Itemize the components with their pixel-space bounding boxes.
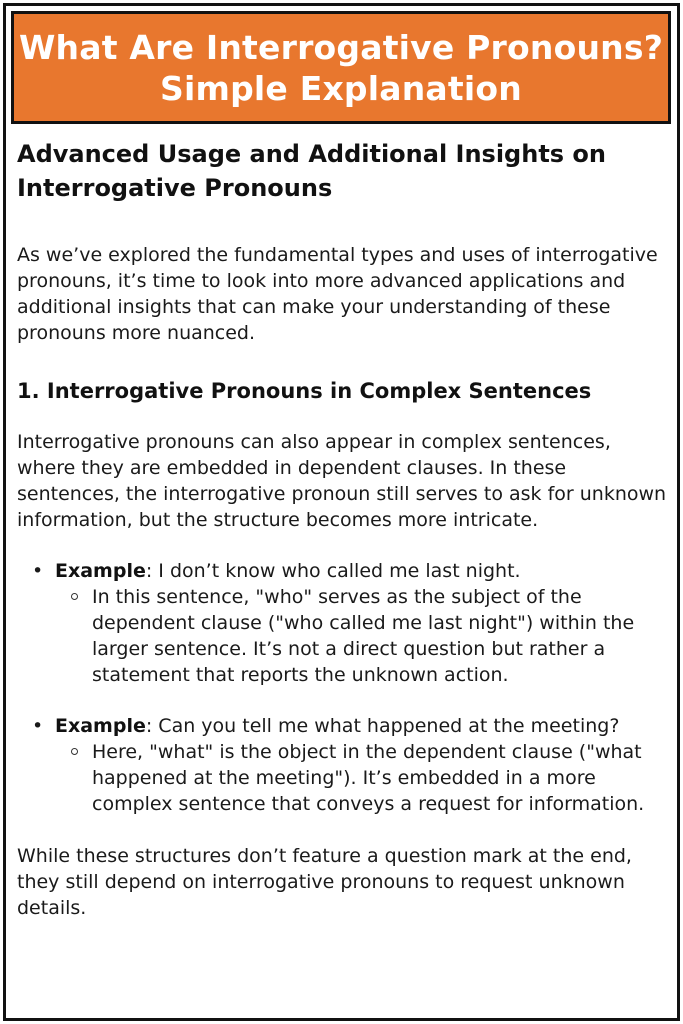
- title-banner: [11, 11, 671, 124]
- banner-title: What Are Interrogative Pronouns? Simple Explanation: [18, 27, 664, 108]
- closing-paragraph: While these structures don’t feature a question mark at the end, they still depend on interrogative pronouns to request unknown details.: [17, 845, 632, 919]
- example-explanation-list: [55, 584, 669, 688]
- page-frame: [3, 3, 680, 1021]
- article-body: [17, 137, 669, 921]
- example-explanation-list: [55, 739, 669, 817]
- list-item: [17, 558, 669, 688]
- example-label: Example: [55, 715, 146, 737]
- subsection-heading: 1. Interrogative Pronouns in Complex Sentences: [17, 379, 592, 403]
- list-item: [55, 584, 669, 688]
- bullet-icon: •: [32, 715, 44, 737]
- example-explanation: Here, "what" is the object in the dependent clause ("what happened at the meeting"). It’s embedded in a more complex sentence that conveys a request for information.: [92, 741, 645, 815]
- circle-bullet-icon: [71, 748, 78, 755]
- example-sentence: : I don’t know who called me last night.: [145, 560, 521, 582]
- example-sentence: : Can you tell me what happened at the meeting?: [145, 715, 620, 737]
- example-label: Example: [55, 560, 146, 582]
- section-heading: Advanced Usage and Additional Insights on Interrogative Pronouns: [17, 140, 607, 202]
- intro-paragraph: As we’ve explored the fundamental types and uses of interrogative pronouns, it’s time to look into more advanced applications and additional insights that can make your understanding of these pronouns more nuanced.: [17, 244, 658, 344]
- list-item: [55, 739, 669, 817]
- complex-sentences-paragraph: Interrogative pronouns can also appear in complex sentences, where they are embedded in dependent clauses. In these sentences, the interrogative pronoun still serves to ask for unknown information, but the structure becomes more intricate.: [17, 431, 667, 531]
- circle-bullet-icon: [71, 593, 78, 600]
- examples-list: [17, 558, 669, 817]
- example-explanation: In this sentence, "who" serves as the subject of the dependent clause ("who called me last night") within the larger sentence. It’s not a direct question but rather a statement that reports the unknown action.: [92, 586, 635, 686]
- list-item: [17, 713, 669, 817]
- bullet-icon: •: [32, 560, 44, 582]
